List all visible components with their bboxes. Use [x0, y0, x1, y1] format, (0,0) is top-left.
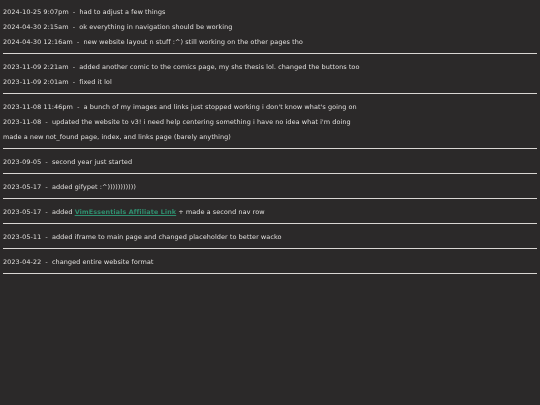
- log-entry: [3, 155, 537, 170]
- entry-text: changed entire website format: [51, 258, 154, 266]
- entry-date: 2023-05-11: [3, 233, 42, 241]
- entry-date: 2023-11-09 2:01am: [3, 78, 69, 86]
- log-entry: [3, 230, 537, 245]
- entry-text: added iframe to main page and changed placeholder to better wacko: [51, 233, 282, 241]
- entry-date: 2024-10-25 9:07pm: [3, 8, 69, 16]
- entry-separator: -: [45, 258, 48, 266]
- entry-text: made a new not_found page, index, and links page (barely anything): [3, 133, 231, 141]
- entry-date: 2023-09-05: [3, 158, 42, 166]
- entry-date: 2023-04-22: [3, 258, 42, 266]
- log-entry: [3, 35, 537, 50]
- entry-separator: -: [45, 208, 48, 216]
- entry-text: a bunch of my images and links just stopped working i don't know what's going on: [83, 103, 357, 111]
- log-group: [3, 150, 537, 174]
- log-group: [3, 250, 537, 274]
- log-entry: [3, 205, 537, 220]
- entry-date: 2023-11-08: [3, 118, 42, 126]
- entry-text: + made a second nav row: [178, 208, 265, 216]
- update-log: [3, 0, 537, 275]
- entry-date: 2023-11-08 11:46pm: [3, 103, 73, 111]
- log-group: [3, 225, 537, 249]
- entry-text: new website layout n stuff :^) still working on the other pages tho: [83, 38, 303, 46]
- log-entry: [3, 100, 537, 115]
- entry-text: added another comic to the comics page, my shs thesis lol. changed the buttons too: [79, 63, 360, 71]
- entry-text: updated the website to v3! i need help centering something i have no idea what i'm doing: [51, 118, 351, 126]
- entry-separator: -: [72, 23, 76, 31]
- entry-separator: -: [45, 183, 48, 191]
- log-group: [3, 55, 537, 94]
- log-entry: [3, 115, 537, 130]
- entry-date: 2023-11-09 2:21am: [3, 63, 69, 71]
- log-entry: [3, 255, 537, 270]
- entry-text: added: [51, 208, 73, 216]
- entry-text: fixed it lol: [79, 78, 112, 86]
- log-group: [3, 0, 537, 54]
- log-entry: [3, 180, 537, 195]
- entry-text: had to adjust a few things: [79, 8, 166, 16]
- entry-separator: -: [76, 38, 80, 46]
- entry-date: 2023-05-17: [3, 183, 42, 191]
- entry-separator: -: [77, 103, 80, 111]
- entry-separator: -: [45, 118, 48, 126]
- log-entry: [3, 20, 537, 35]
- entry-text: added gifypet :^))))))))))): [51, 183, 136, 191]
- log-entry: [3, 60, 537, 75]
- entry-date: 2023-05-17: [3, 208, 42, 216]
- log-entry: [3, 75, 537, 90]
- entry-text: second year just started: [51, 158, 133, 166]
- entry-date: 2024-04-30 12:16am: [3, 38, 73, 46]
- entry-separator: -: [72, 8, 76, 16]
- entry-separator: -: [45, 233, 48, 241]
- entry-separator: -: [72, 63, 76, 71]
- log-entry: [3, 5, 537, 20]
- log-entry: [3, 130, 537, 145]
- entry-text: ok everything in navigation should be working: [79, 23, 233, 31]
- entry-separator: -: [72, 78, 76, 86]
- entry-date: 2024-04-30 2:15am: [3, 23, 69, 31]
- affiliate-link[interactable]: VimEssentials Affiliate Link: [74, 208, 177, 216]
- log-group: [3, 175, 537, 199]
- log-group: [3, 200, 537, 224]
- entry-separator: -: [45, 158, 48, 166]
- log-group: [3, 95, 537, 149]
